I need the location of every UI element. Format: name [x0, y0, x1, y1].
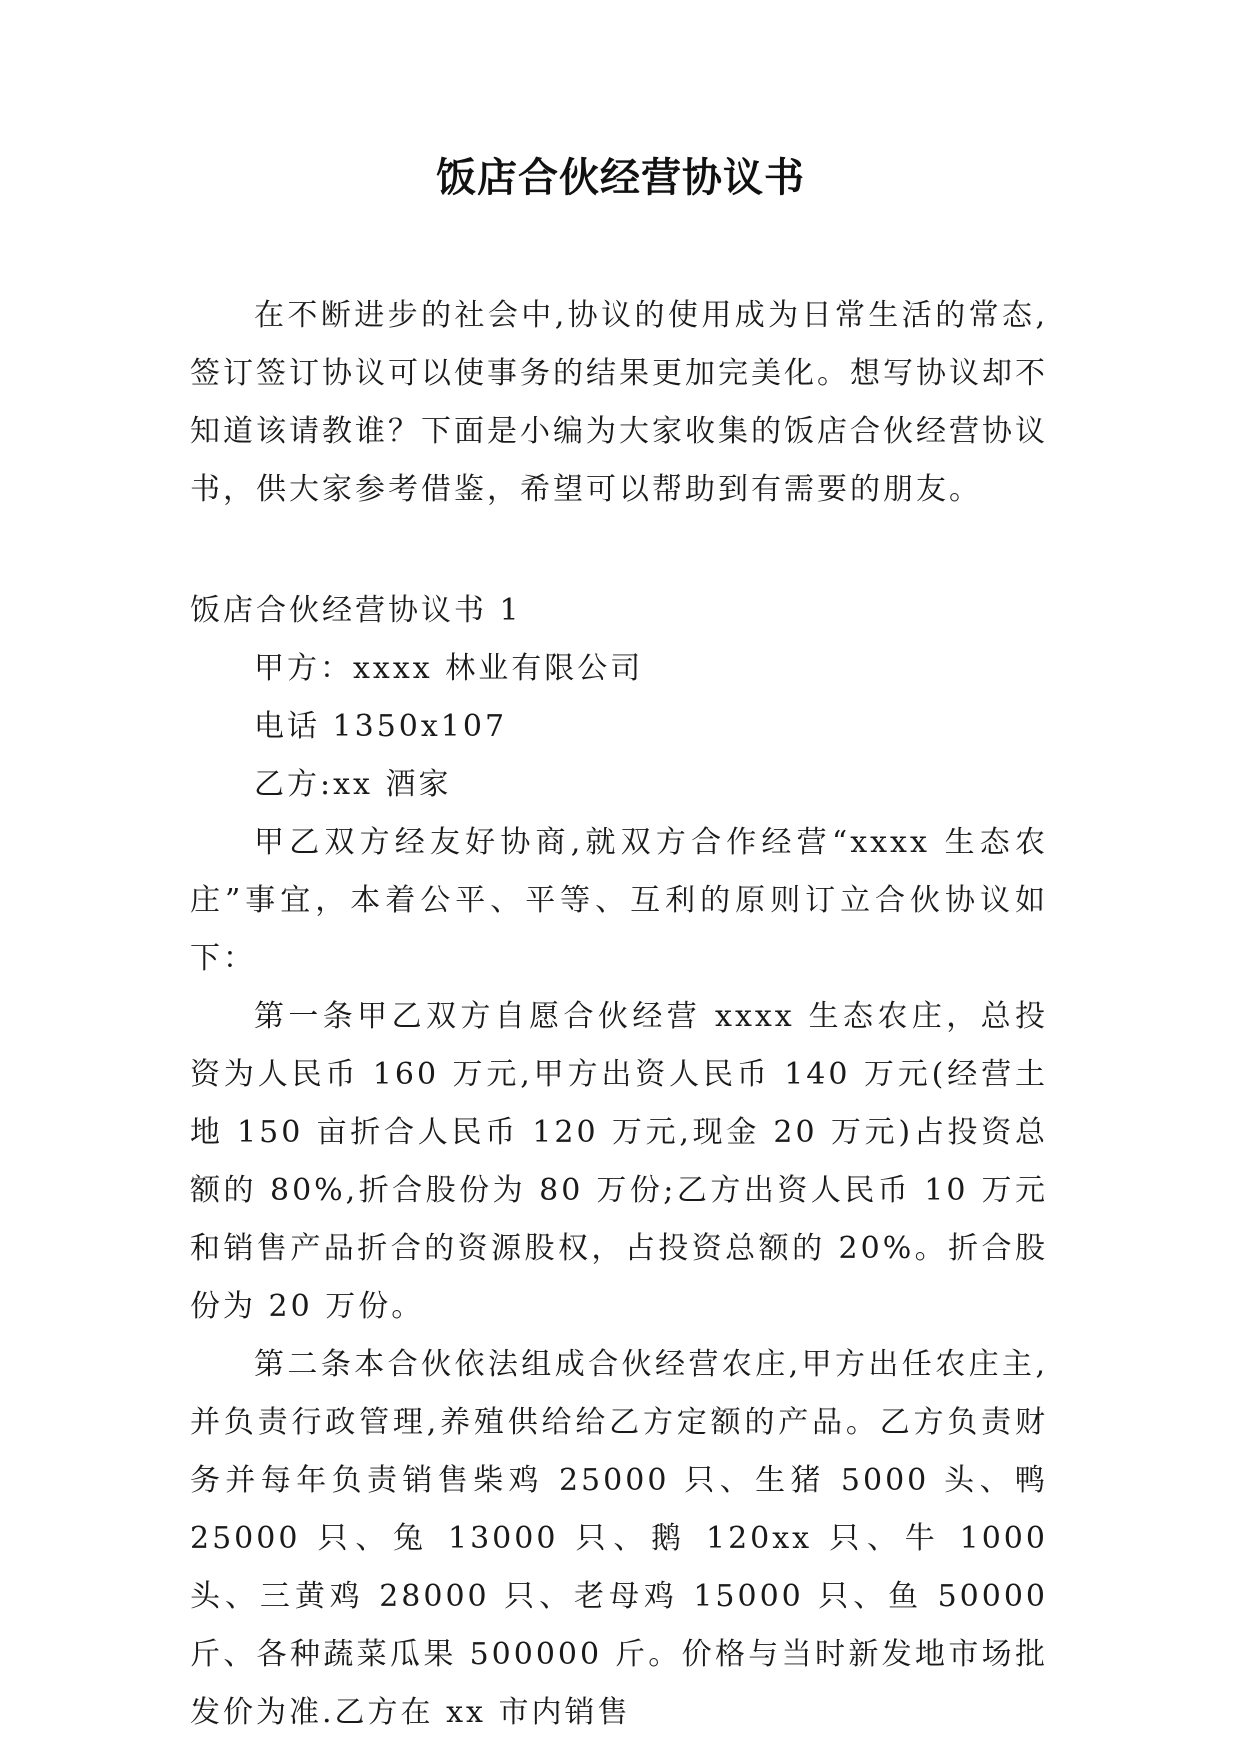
party-a-line: 甲方：xxxx 林业有限公司 — [254, 651, 644, 686]
article-1-paragraph: 第一条甲乙双方自愿合伙经营 xxxx 生态农庄，总投资为人民币 160 万元,甲方出资人民币 140 万元(经营土地 150 亩折合人民币 120 万元,现金 20 万元)占投资总额的 80%,折合股份为 80 万份;乙方出资人民币 10 万元和销售产品折合的资源股权，占投资总额的 20%。折合股份为 20 万份。 — [190, 999, 1048, 1324]
article-2-paragraph: 第二条本合伙依法组成合伙经营农庄,甲方出任农庄主,并负责行政管理,养殖供给给乙方定额的产品。乙方负责财务并每年负责销售柴鸡 25000 只、生猪 5000 头、鸭 25000 只、兔 13000 只、鹅 120xx 只、牛 1000 头、三黄鸡 28000 只、老母鸡 15000 只、鱼 50000 斤、各种蔬菜瓜果 500000 斤。价格与当时新发地市场批发价为准.乙方在 xx 市内销售 — [190, 1347, 1048, 1730]
party-b-line: 乙方:xx 酒家 — [254, 767, 452, 802]
document-title: 饭店合伙经营协议书 — [436, 155, 805, 201]
preamble-paragraph: 甲乙双方经友好协商,就双方合作经营“xxxx 生态农庄”事宜，本着公平、平等、互利的原则订立合伙协议如下： — [190, 825, 1048, 976]
agreement-body — [190, 582, 1048, 1742]
intro-paragraph: 在不断进步的社会中,协议的使用成为日常生活的常态,签订签订协议可以使事务的结果更加完美化。想写协议却不知道该请教谁？下面是小编为大家收集的饭店合伙经营协议书，供大家参考借鉴，希望可以帮助到有需要的朋友。 — [190, 298, 1048, 507]
phone-line: 电话 1350x107 — [254, 709, 508, 744]
intro-block — [190, 287, 1048, 519]
section-heading: 饭店合伙经营协议书 1 — [190, 593, 522, 628]
